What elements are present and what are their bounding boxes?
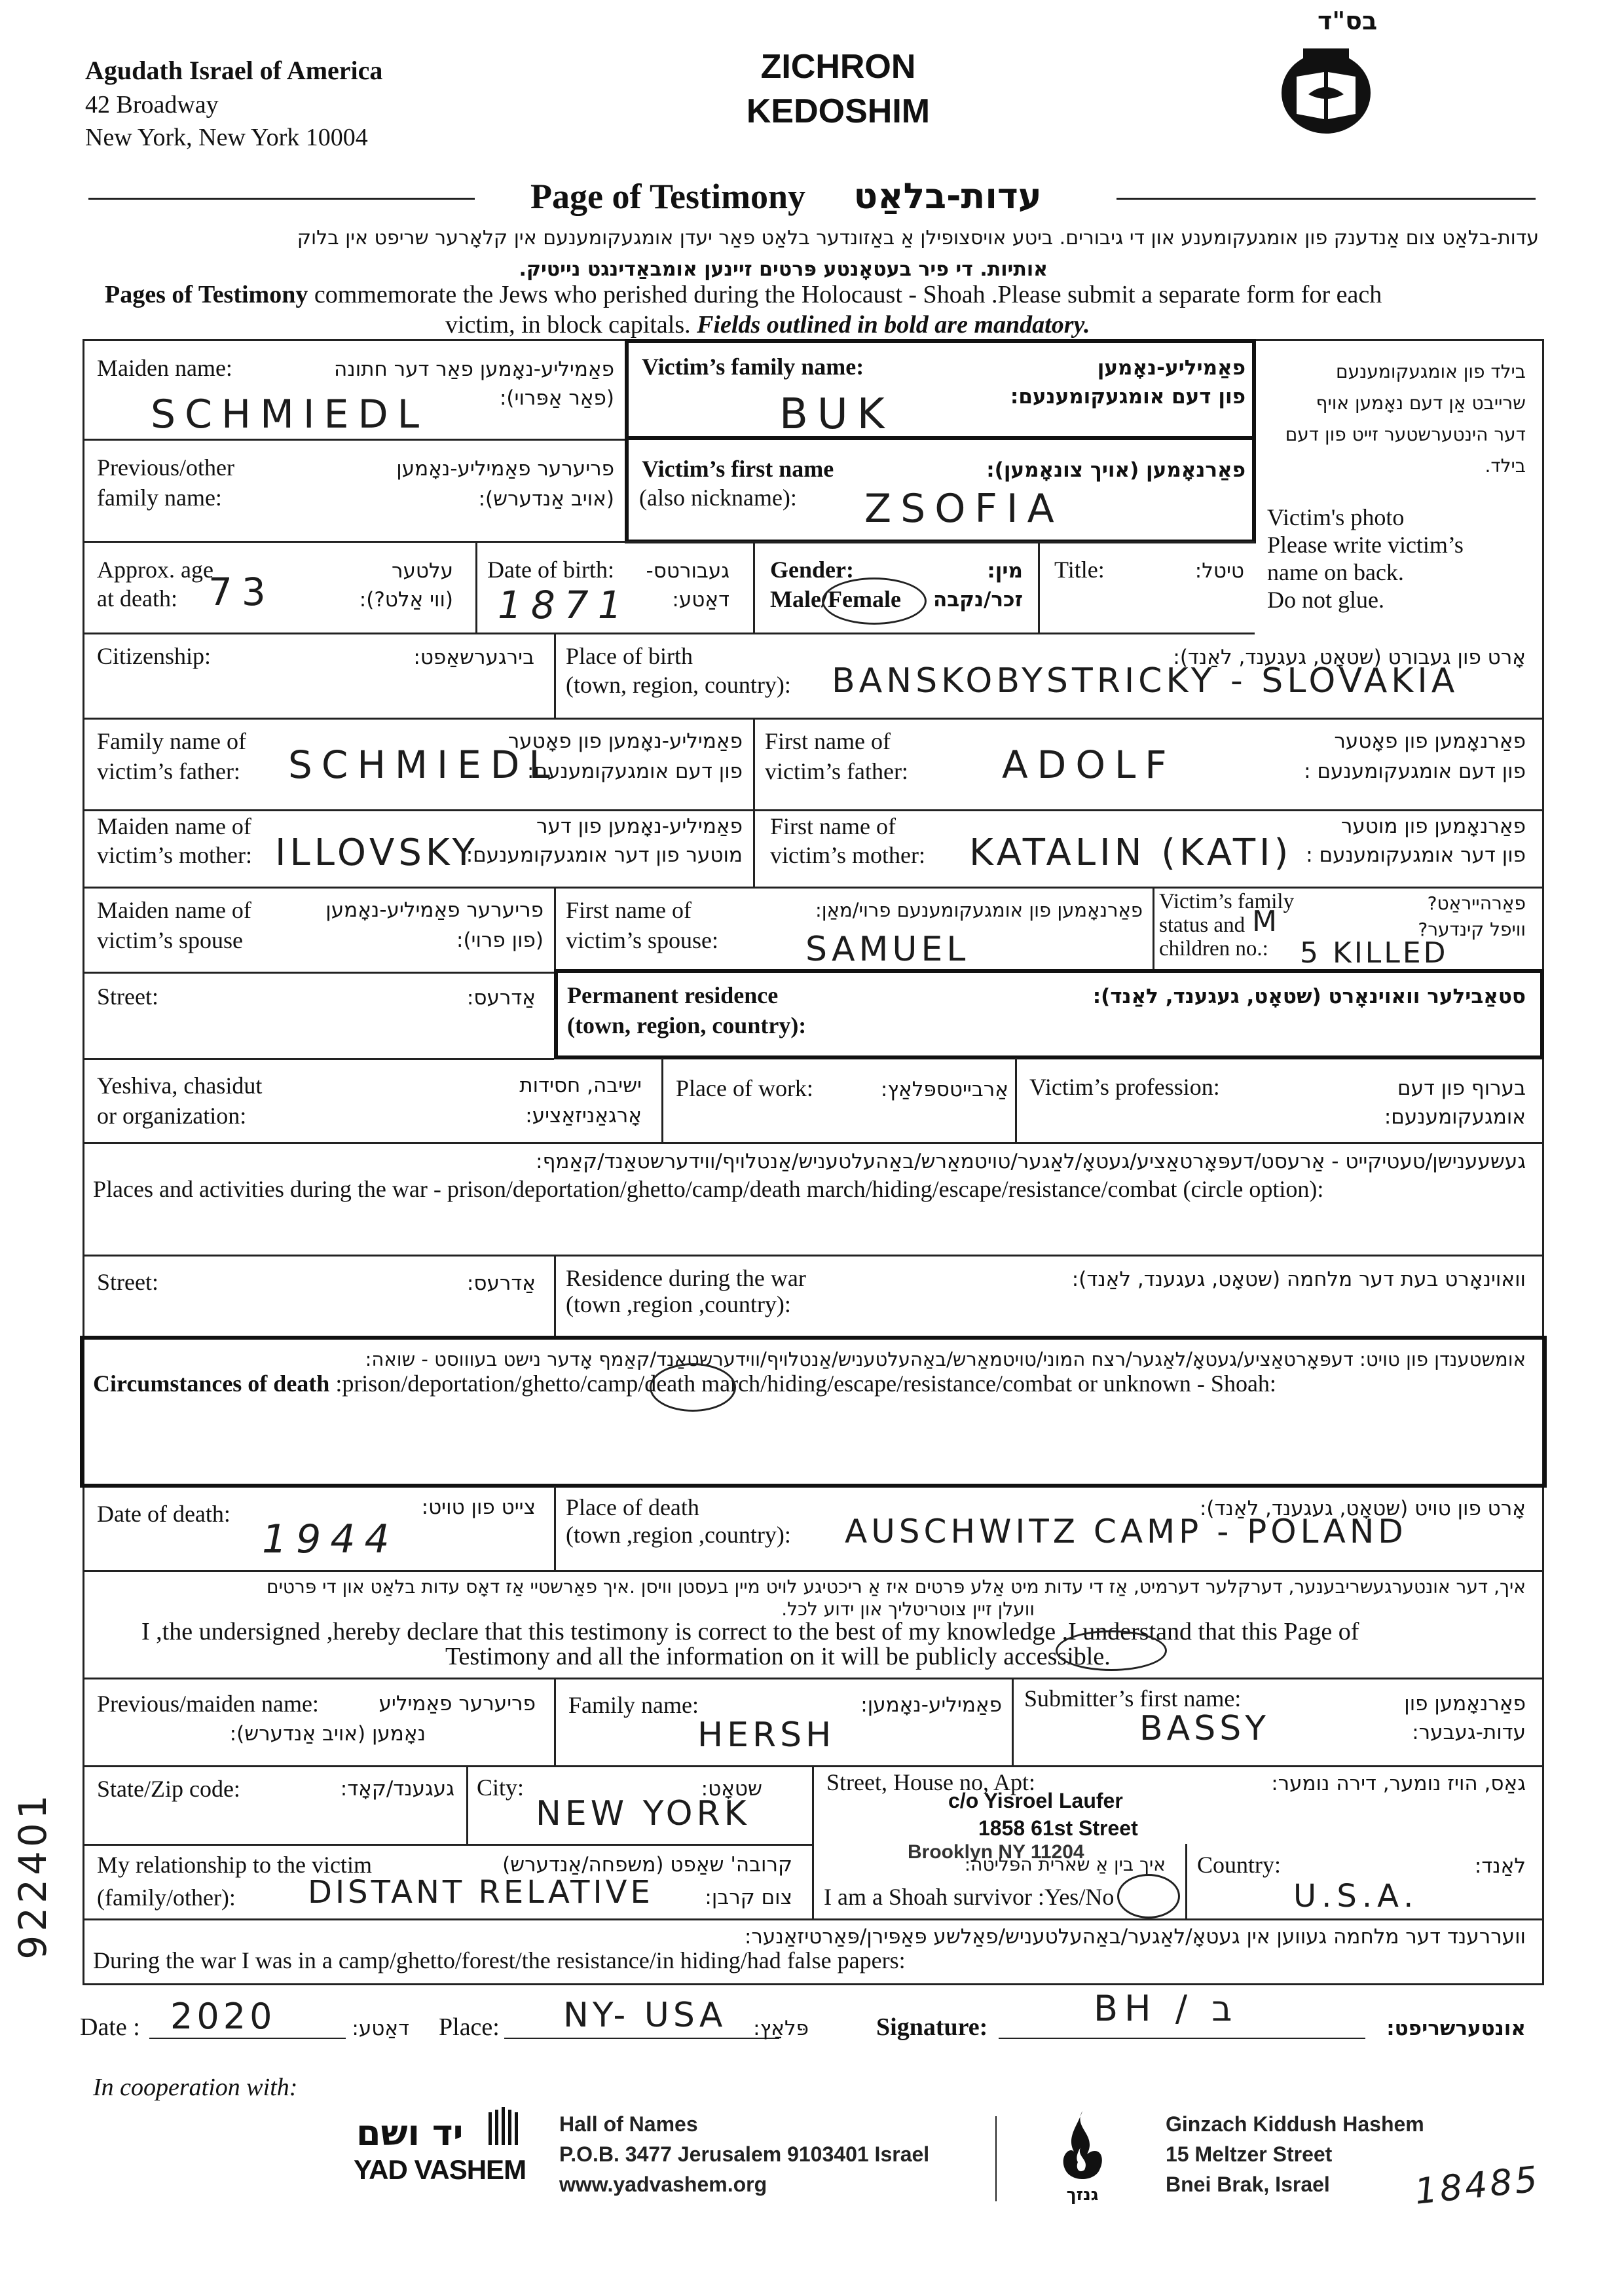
maiden-name-label: Maiden name: [97,355,232,381]
yad-vashem-line2: P.O.B. 3477 Jerusalem 9103401 Israel [559,2142,930,2166]
street-label: Street: [97,983,158,1010]
circumstances-camp-circle [650,1363,736,1412]
war-activities-label: Places and activities during the war - prison/deportation/ghetto/camp/death march/hiding/escape/resistance/combat (circle option): [93,1176,1324,1202]
page-heading [530,175,1042,217]
yeshiva-he2: אָרגאַניזאַציע: [525,1104,642,1128]
declaration-en1: I ,the undersigned ,hereby declare that this testimony is correct to the best of my knowledge .I understand that this Page of [141,1618,1359,1645]
place-of-birth-label2: (town, region, country): [566,672,791,698]
country-value[interactable]: U.S.A. [1293,1878,1419,1915]
photo-note-he4: בילד. [1485,455,1526,477]
yad-vashem-candle-icon [485,2106,524,2152]
victim-family-name-label: Victim’s family name: [642,354,864,380]
rule-r9b [1015,1058,1017,1143]
corner-number: 18485 [1412,2158,1542,2212]
rule-r8 [83,972,554,974]
circumstances-he: אומשטענדן פון טויט: דעפּאָרטאַציע/געטאָ/לאַגער/רצח המוני/טויטמאַרש/באַהעלטעניש/אַנטלויף/ווידערשטאַנד/קאַמף אָדער נישט בעוווסט - שואה: [365,1348,1526,1370]
mother-first-name-he2: פון דער אומגעקומענעם : [1306,843,1526,867]
rule-r5 [753,718,755,811]
state-zip-label: State/Zip code: [97,1776,240,1802]
mother-first-name-label2: victim’s mother: [770,842,925,868]
address-stamp-line2: 1858 61st Street [978,1816,1138,1840]
rule-r6 [753,809,755,888]
yeshiva-he: ישיבה, חסידות [519,1074,642,1097]
victim-first-name-label: Victim’s first name [642,456,834,482]
maiden-name-value[interactable]: SCHMIEDL [151,392,429,437]
war-street-label: Street: [97,1269,158,1295]
sub-previous-name-label: Previous/maiden name: [97,1691,319,1717]
gender-slash: / [821,586,828,612]
street-house-he: גאַס, הויז נומער, דירה נומער: [1271,1772,1526,1795]
survivor-label-text: I am a Shoah survivor : [824,1884,1044,1910]
mother-first-name-value[interactable]: KATALIN (KATI) [969,832,1293,874]
relationship-he: קרובה' שאַפט (משפחה/אַנדערש) [502,1853,792,1877]
family-status-label3: children no.: [1159,937,1268,961]
photo-note-en2: Please write victim’s [1267,532,1464,558]
date-of-death-label: Date of death: [97,1501,231,1527]
rule-s3a [1185,1844,1187,1920]
father-family-name-he: פאַמיליע-נאָמען פון פאָטער [507,729,743,753]
org-name: Agudath Israel of America [85,56,383,85]
profession-he2: אומגעקומענעם: [1384,1105,1526,1129]
permanent-residence-he: סטאַבילער וואוינאָרט (שטאָט, געגענד, לאַנד): [1092,985,1526,1008]
rule-r13 [554,1486,556,1571]
war-places-he: וועררענד דער מלחמה געווען אין געטאָ/לאַגער/באַהעלטעניש/פאַלשע פּאַפּירן/פּאַרטיזאַנער: [744,1925,1526,1949]
father-first-name-he2: פון דעם אומגעקומענעם : [1304,760,1526,783]
date-of-birth-value[interactable]: 1871 [498,583,631,627]
intro-english-rest: commemorate the Jews who perished during the Holocaust - Shoah .Please submit a separate form for each [308,281,1382,308]
title-he: טיטל: [1194,559,1244,583]
mother-maiden-name-label2: victim’s mother: [97,842,252,868]
family-status-label: Victim’s family [1159,890,1295,913]
rule-r3b [753,541,755,634]
intro-yiddish-line2: אותיות. די פיר בעטאָנטע פּרטים זיינען אומבאַדינגט נייטיק. [519,258,1048,281]
survivor-yes[interactable]: Yes [1044,1884,1079,1910]
spouse-first-name-he: פאַרנאָמען פון אומגעקומענעם פרוי/מאַן: [815,899,1143,921]
spouse-maiden-name-label: Maiden name of [97,897,251,923]
photo-note-he3: דער הינטערשטער זייט פון דעם [1285,424,1526,445]
form-title-line1: ZICHRON [760,48,916,86]
intro-english-bold: Pages of Testimony [105,281,308,308]
bsd-mark: בס"ד [1318,7,1378,35]
place-of-work-he: אַרבייטספּלאַץ: [880,1078,1008,1101]
city-he: שטאָט: [701,1777,762,1801]
rule-r9 [83,1142,1544,1144]
address-stamp-line1: c/o Yisroel Laufer [948,1789,1123,1812]
family-status-label2: status and [1159,913,1246,937]
war-street-he: אַדרעס: [466,1272,536,1295]
rule-r7a [554,887,556,973]
profession-he: בערוף פון דעם [1397,1076,1526,1100]
place-of-death-value[interactable]: AUSCHWITZ CAMP - POLAND [845,1513,1407,1550]
survivor-slash: / [1079,1884,1086,1910]
sub-previous-name-he2: נאָמען (אויב אַנדערש): [229,1722,426,1746]
family-status-he: פאַרהייראַט? [1427,892,1526,914]
yad-vashem-logo-en: YAD VASHEM [354,2154,526,2185]
previous-family-name-he: פריערער פאַמיליע-נאָמען [396,457,614,481]
date-he: דאַטע: [352,2017,409,2040]
circumstances-options: :prison/deportation/ghetto/camp/death march/hiding/escape/resistance/combat or unknown - Shoah: [329,1370,1276,1397]
approx-age-he: עלטער [391,559,453,583]
maiden-name-label-he: פאַמיליע-נאָמען פאַר דער חתונה [334,358,614,381]
father-first-name-label2: victim’s father: [765,758,908,784]
family-status-value2[interactable]: 5 KILLED [1300,936,1449,970]
rule-r1 [83,439,625,441]
rule-r2 [83,541,1255,543]
approx-age-value[interactable]: 73 [208,570,275,614]
cooperation-label: In cooperation with: [93,2074,298,2101]
rule-s2a [466,1765,468,1845]
sub-first-name-he2: עדות-געבער: [1412,1721,1526,1744]
father-family-name-value[interactable]: SCHMIEDL [288,743,559,787]
mother-maiden-name-value[interactable]: ILLOVSKY [275,832,479,874]
previous-family-name-label2: family name: [97,485,222,511]
victim-family-name-label-he2: פון דעם אומגעקומענעם: [1010,385,1246,409]
survivor-no[interactable]: No [1085,1884,1115,1910]
ginzach-flame-logo-icon [1046,2108,1118,2207]
date-line [149,2038,346,2039]
war-residence-label2: (town ,region ,country): [566,1291,791,1317]
city-value[interactable]: NEW YORK [536,1794,750,1833]
spouse-maiden-name-label2: victim’s spouse [97,927,243,953]
date-of-birth-he: געבורטס- [646,559,729,583]
victim-first-name-label2: (also nickname): [639,485,797,511]
sub-family-name-he: פאַמיליע-נאָמען: [860,1693,1002,1717]
sub-previous-name-he: פריערער פאַמיליע [378,1692,536,1715]
place-label: Place: [439,2013,500,2041]
agudath-logo-icon [1277,41,1375,139]
rule-r3 [83,633,1255,634]
mother-maiden-name-label: Maiden name of [97,813,251,839]
sub-first-name-label: Submitter’s first name: [1024,1685,1242,1712]
footer-divider [995,2116,997,2201]
signature-label: Signature: [876,2013,988,2041]
place-of-death-he: אָרט פון טויט (שטאָט, געגענד, לאַנד): [1199,1497,1526,1520]
date-of-birth-label: Date of birth: [487,557,614,583]
permanent-residence-label2: (town, region, country): [567,1012,807,1038]
spouse-first-name-value[interactable]: SAMUEL [805,930,970,969]
intro-yiddish-line1: עדות-בלאַט צום אַנדענק פון אומגעקומענע און די גיבורים. ביטע אויסצופילן אַ באַזונדער בלאַט פאַר יעדן אומגעקומענעם אין קלאָרער שריפט אין בלוק [297,227,1539,249]
declaration-he2: וועלן זיין צוטריטליך און ידוע לכל. [781,1598,1035,1620]
yad-vashem-line1: Hall of Names [559,2112,698,2136]
country-label: Country: [1197,1852,1282,1878]
approx-age-he2: (ווי אַלט?): [359,588,453,612]
yad-vashem-logo-he: יד ושם [356,2112,464,2154]
father-family-name-label2: victim’s father: [97,758,240,784]
rule-r8b [83,1058,554,1060]
spouse-first-name-label2: victim’s spouse: [566,927,718,953]
victim-first-name-value[interactable]: ZSOFIA [864,486,1063,532]
rule-r13b [83,1570,1544,1572]
ginzach-line3: Bnei Brak, Israel [1166,2173,1330,2196]
approx-age-label2: at death: [97,585,177,612]
war-residence-he: וואוינאָרט בעת דער מלחמה (שטאָט, געגענד, לאַנד): [1071,1268,1526,1291]
survivor-label [824,1883,1114,1911]
mother-maiden-name-he: פאַמיליע-נאָמען פון דער [536,815,743,838]
approx-age-label: Approx. age [97,557,213,583]
ginzach-line1: Ginzach Kiddush Hashem [1166,2112,1424,2136]
victim-family-name-label-he: פאַמיליע-נאָמען [1097,356,1246,380]
sub-first-name-value[interactable]: BASSY [1139,1709,1270,1748]
place-of-work-label: Place of work: [676,1075,813,1101]
gender-female[interactable]: Female [827,586,901,612]
relationship-label2: (family/other): [97,1884,236,1911]
place-of-birth-value[interactable]: BANSKOBYSTRICKY - SLOVAKIA [832,661,1459,701]
victim-first-name-he: פאַרנאָמען (אויך צונאָמען): [986,458,1246,482]
relationship-label: My relationship to the victim [97,1852,372,1878]
place-of-birth-label: Place of birth [566,643,693,669]
heading-en: Page of Testimony [530,177,806,216]
gender-male[interactable]: Male [770,586,821,612]
gender-label: Gender: [770,557,854,583]
signature-value[interactable]: BH / ב [1094,1988,1239,2029]
ginzach-line2: 15 Meltzer Street [1166,2142,1333,2166]
war-residence-label: Residence during the war [566,1265,806,1291]
date-label: Date : [80,2013,140,2041]
declaration-he1: איך, דער אונטערגעשריבענער, דערקלער דערמיט, אַז די עדות מיט אַלע פּרטים איז אַ ריכטיגע לויט מיין בעסטן וויסן .איך פאַרשטיי אַז דאָס עדות בלאַט און די פּרטים [266,1576,1526,1598]
father-family-name-he2: פון דעם אומגעקומענעם: [527,760,743,783]
declaration-circle [1056,1630,1167,1671]
gender-he: מין: [987,559,1023,583]
father-family-name-label: Family name of [97,728,246,754]
org-address-street: 42 Broadway [85,91,219,119]
rule-r9a [661,1058,663,1143]
side-number: 922401 [10,1791,55,1960]
rule-s2h [83,1844,812,1846]
street-house-label: Street, House no, Apt: [826,1769,1035,1795]
photo-note-en4: Do not glue. [1267,587,1384,613]
maiden-name-label-he2: (פאַר אַפּרוי): [499,386,614,410]
victim-family-name-value[interactable]: BUK [779,390,894,439]
relationship-value[interactable]: DISTANT RELATIVE [308,1874,654,1911]
rule-s1b [1012,1678,1014,1767]
form-title-line2: KEDOSHIM [746,92,931,130]
yeshiva-label: Yeshiva, chasidut [97,1073,263,1099]
yad-vashem-logo [354,2112,530,2191]
survivor-he: איך בין אַ שארית הפּליטה: [964,1854,1166,1875]
mother-first-name-he: פאַרנאָמען פון מוטער [1340,815,1526,838]
intro-english-mandatory: Fields outlined in bold are mandatory. [697,311,1090,339]
spouse-first-name-label: First name of [566,897,692,923]
relationship-he2: צום קרבן: [705,1886,792,1909]
previous-family-name-label: Previous/other [97,454,234,481]
date-value[interactable]: 2020 [170,1996,276,2037]
photo-note-he1: בילד פון אומגעקומענעם [1336,361,1526,382]
war-activities-he: געשעענישן/טעטיקייט - אַרעסט/דעפּאָרטאַציע/געטאָ/לאַגער/טויטמאַרש/באַהעלטעניש/אַנטלויף/ווידערשטאַנד/קאַמף: [536,1150,1526,1173]
rule-r5b [83,809,1544,811]
mother-first-name-label: First name of [770,813,896,839]
father-first-name-label: First name of [765,728,891,754]
title-label: Title: [1054,557,1105,583]
place-value[interactable]: NY- USA [563,1996,727,2035]
citizenship-he: בירגערשאַפט: [413,646,534,669]
signature-line [999,2038,1365,2039]
permanent-residence-label: Permanent residence [567,982,779,1008]
street-he: אַדרעס: [466,986,536,1010]
heading-he: עדות-בלאַט [853,175,1042,217]
family-status-value1[interactable]: M [1252,905,1280,938]
gender-female-circle [822,578,927,625]
ginzach-logo-text: גנזך [1066,2185,1099,2205]
mother-maiden-name-he2: מוטער פון דער אומגעקומענעם: [466,843,743,867]
photo-note-he2: שרייבט אַן דעם נאָמען אויף [1316,392,1526,414]
father-first-name-value[interactable]: ADOLF [1002,743,1176,787]
spouse-maiden-name-he: פריערער פאַמיליע-נאָמען [325,898,544,922]
yeshiva-label2: or organization: [97,1103,247,1129]
rule-r4b [83,718,1544,720]
date-of-death-value[interactable]: 1944 [262,1516,399,1562]
photo-note-en1: Victim's photo [1267,504,1405,530]
rule-s2b [812,1765,814,1920]
family-status-he2: וויפל קינדער? [1418,919,1526,940]
sub-first-name-he: פאַרנאָמען פון [1404,1692,1526,1715]
city-label: City: [477,1774,525,1801]
place-of-birth-he: אָרט פון געבורט (שטאָט, געגענד, לאַנד): [1173,646,1526,669]
rule-r4 [554,633,556,719]
org-address-city: New York, New York 10004 [85,124,368,151]
rule-r3a [475,541,477,634]
circumstances-label-bold: Circumstances of death [93,1370,330,1397]
sub-family-name-value[interactable]: HERSH [697,1715,836,1755]
spouse-maiden-name-he2: (פון פרוי): [456,928,544,952]
place-line [504,2038,779,2039]
title-rule-right [1116,198,1536,200]
declaration-en2: Testimony and all the information on it will be publicly accessible. [445,1643,1111,1670]
intro-english-line1 [105,280,1382,309]
place-he: פּלאַץ: [753,2017,809,2040]
place-of-death-label: Place of death [566,1494,699,1520]
photo-note-en3: name on back. [1267,559,1404,585]
rule-r11 [554,1255,556,1337]
intro-english-line2 [445,310,1090,339]
previous-family-name-he2: (אויב אַנדערש): [478,487,614,511]
sub-family-name-label: Family name: [568,1692,699,1718]
country-he: לאַנד: [1474,1854,1526,1878]
father-first-name-he: פאַרנאָמען פון פאָטער [1334,729,1526,753]
gender-he2: זכר/נקבה [932,588,1023,612]
rule-s3h [83,1918,1544,1920]
signature-he: אונטערשריפט: [1386,2017,1526,2040]
state-zip-he: געגענד/קאָד: [340,1777,454,1801]
profession-label: Victim’s profession: [1029,1074,1220,1100]
place-of-death-label2: (town ,region ,country): [566,1522,791,1548]
intro-english-plain: victim, in block capitals. [445,311,697,339]
title-rule-left [88,198,475,200]
rule-s1 [83,1678,1544,1679]
citizenship-label: Citizenship: [97,643,211,669]
rule-r3c [1038,541,1040,634]
rule-s1a [554,1678,556,1767]
address-stamp-line3: Brooklyn NY 11204 [908,1841,1084,1863]
war-places-label: During the war I was in a camp/ghetto/forest/the resistance/in hiding/had false papers: [93,1947,906,1973]
date-of-death-he: צייט פון טויט: [421,1495,536,1519]
rule-r7b [1153,887,1154,973]
yad-vashem-line3: www.yadvashem.org [559,2173,767,2196]
survivor-no-circle [1117,1874,1180,1918]
date-of-birth-he2: דאַטע: [672,588,729,612]
rule-r10 [83,1255,1544,1257]
rule-r6b [83,887,1544,889]
